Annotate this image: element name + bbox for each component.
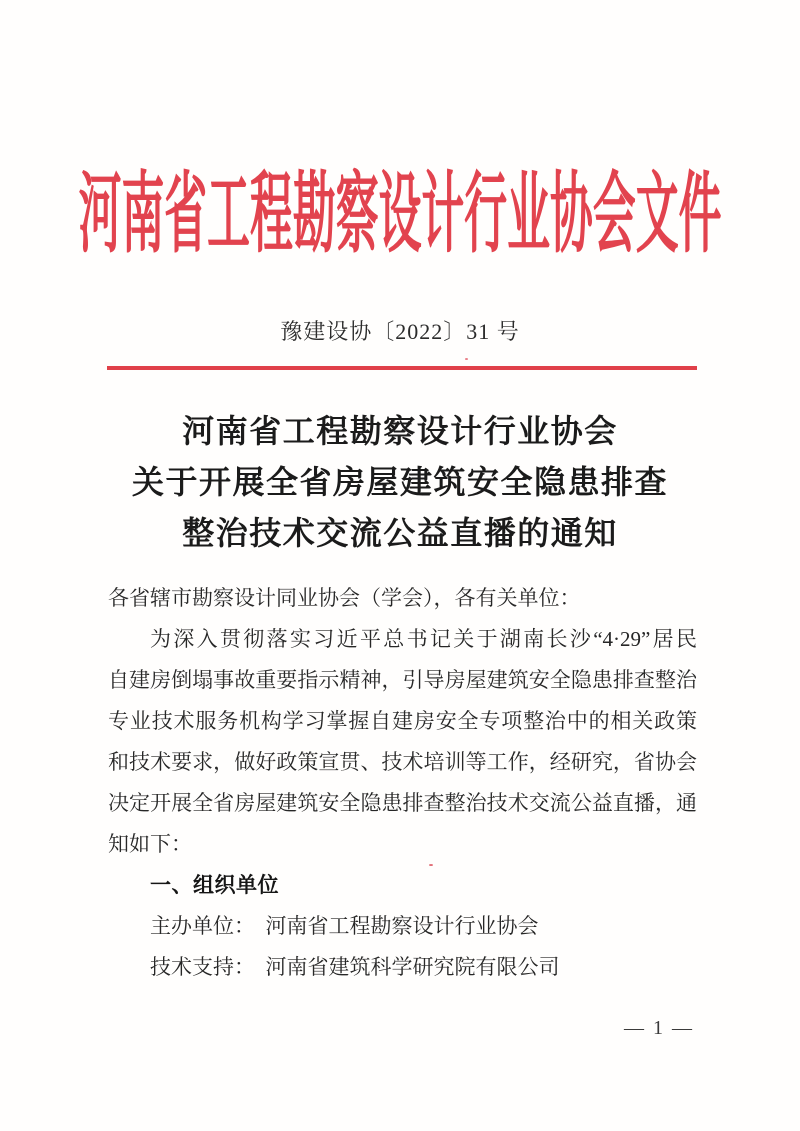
paragraph-line: 为深入贯彻落实习近平总书记关于湖南长沙“4·29”居民 bbox=[150, 627, 697, 651]
document-body bbox=[108, 578, 697, 988]
notice-title-line-1: 河南省工程勘察设计行业协会 bbox=[182, 413, 618, 449]
red-divider-line bbox=[107, 366, 697, 370]
scan-speck bbox=[429, 864, 433, 866]
paragraph-line: 和技术要求，做好政策宣贯、技术培训等工作，经研究，省协会 bbox=[108, 750, 697, 774]
paragraph-line: 决定开展全省房屋建筑安全隐患排查整治技术交流公益直播，通 bbox=[108, 791, 697, 815]
tech-support-line: 技术支持： 河南省建筑科学研究院有限公司 bbox=[150, 955, 560, 979]
notice-title-line-2: 关于开展全省房屋建筑安全隐患排查 bbox=[131, 464, 668, 500]
paragraph-line: 自建房倒塌事故重要指示精神，引导房屋建筑安全隐患排查整治 bbox=[108, 668, 697, 692]
document-number: 豫建设协〔2022〕31 号 bbox=[280, 319, 520, 344]
red-letterhead bbox=[0, 168, 800, 268]
paragraph-line: 知如下： bbox=[108, 832, 192, 856]
salutation-line: 各省辖市勘察设计同业协会（学会），各有关单位： bbox=[108, 586, 581, 610]
notice-title bbox=[0, 406, 800, 559]
scan-speck bbox=[465, 358, 468, 360]
letterhead-title-text: 河南省工程勘察设计行业协会文件 bbox=[78, 167, 722, 264]
notice-title-line-3: 整治技术交流公益直播的通知 bbox=[182, 515, 618, 551]
organizer-line: 主办单位： 河南省工程勘察设计行业协会 bbox=[150, 914, 539, 938]
page-number: — 1 — bbox=[624, 1017, 694, 1039]
section-heading-organizers: 一、组织单位 bbox=[150, 874, 279, 897]
paragraph-line: 专业技术服务机构学习掌握自建房安全专项整治中的相关政策 bbox=[108, 709, 697, 733]
